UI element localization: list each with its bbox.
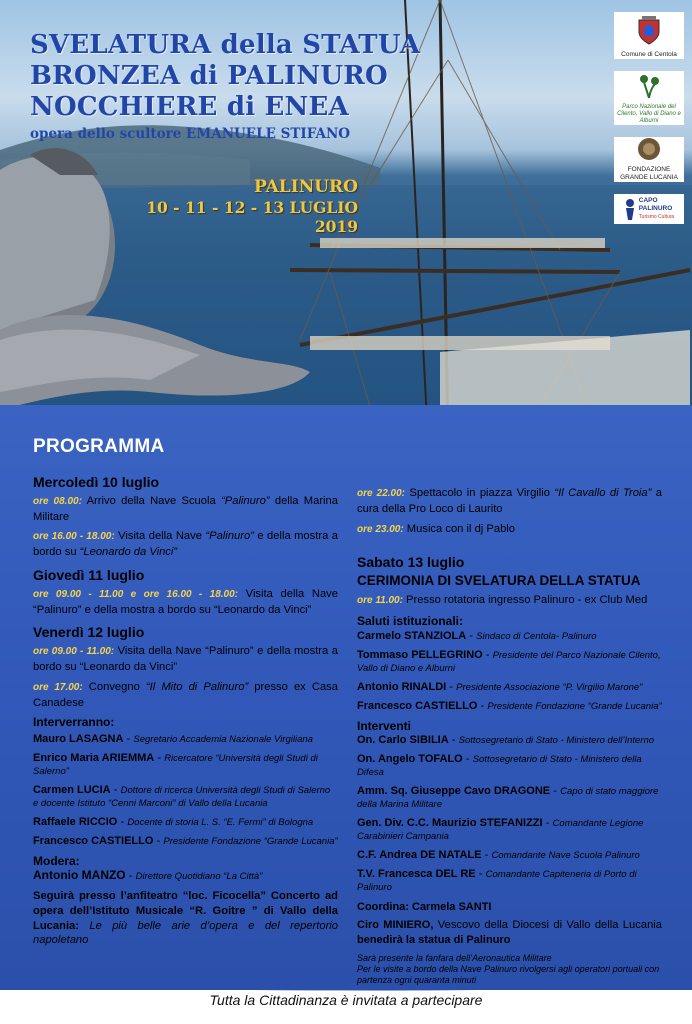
event-wed-arrival: [33, 494, 338, 525]
program-right-column: [357, 486, 662, 986]
title-line-2: BRONZEA di PALINURO: [30, 61, 388, 91]
guest-role: Comandante Nave Scuola Palinuro: [491, 850, 640, 862]
event-title: [30, 30, 420, 123]
plant-icon: [635, 71, 663, 99]
logo-fondazione-grande-lucania: [614, 137, 684, 182]
speech-entry: On. Carlo SIBILIA - Sottosegretario di Stato - Ministero dell’Interno: [357, 734, 655, 747]
guest-name: Tommaso PELLEGRINO: [357, 648, 483, 661]
logo-parco-nazionale: [614, 71, 684, 125]
event-text-bold: benedirà la statua di Palinuro: [357, 933, 511, 946]
hero-banner: [0, 0, 692, 440]
foundation-emblem-icon: [636, 137, 662, 161]
guest-role: Sindaco di Centola- Palinuro: [476, 630, 597, 642]
event-text-italic: “Leonardo da Vinci”: [79, 546, 178, 559]
logo-fondazione-top: FONDAZIONE: [627, 166, 671, 173]
logo-fondazione-label: GRANDE LUCANIA: [620, 174, 678, 181]
event-wed-visit: [33, 529, 338, 560]
logo-comune-centola: [614, 12, 684, 59]
event-text: Vescovo della Diocesi di Vallo della Lucania: [433, 919, 662, 932]
guest-role: Capo di stato maggiore della Marina Militare: [357, 786, 659, 811]
guest-role: Presidente Fondazione “Grande Lucania”: [487, 700, 662, 712]
guest-role: Comandante Legione Carabinieri Campania: [357, 818, 644, 843]
bishop-name: Ciro MINIERO,: [357, 919, 434, 932]
guest-name: Francesco CASTIELLO: [357, 699, 478, 712]
event-text: e della mostra a bordo su: [33, 530, 338, 559]
speaker-role: Segretario Accademia Nazionale Virgiliana: [133, 734, 313, 746]
speech-entry: T.V. Francesca DEL RE - Comandante Capiteneria di Porto di Palinuro: [357, 868, 637, 894]
event-fri-music: [357, 522, 662, 538]
logo-capo-label: PALINURO: [638, 205, 673, 212]
speaker-entry: Enrico Maria ARIEMMA - Ricercatore “Università degli Studi di Salerno”: [33, 752, 318, 778]
speaker-role: Docente di storia L. S. “E. Fermi” di Bologna: [127, 817, 314, 829]
speaker-role: Ricercatore “Università degli Studi di Salerno”: [33, 753, 318, 778]
day-heading-saturday: Sabato 13 luglio: [357, 554, 465, 571]
guest-role: Sottosegretario di Stato - Ministero della Difesa: [357, 754, 642, 779]
event-time: ore 08.00:: [33, 495, 82, 507]
logo-capo-top: CAPO: [638, 197, 658, 204]
event-thu-visit: [33, 587, 338, 618]
note-visits: Per le visite a bordo della Nave Palinuro rivolgersi agli operatori portuali con partenza ogni quaranta minuti: [357, 963, 660, 985]
speaker-name: Raffaele RICCIO: [33, 816, 118, 829]
event-fri-concert: [33, 889, 338, 948]
event-place: PALINURO: [254, 177, 358, 197]
speakers-heading: Interverranno:: [33, 715, 115, 730]
guest-role: Comandante Capiteneria di Porto di Palinuro: [357, 869, 637, 894]
speech-entry: Gen. Div. C.C. Maurizio STEFANIZZI - Comandante Legione Carabinieri Campania: [357, 817, 644, 843]
guest-role: Presidente del Parco Nazionale Cilento, Vallo di Diano e Alburni: [357, 649, 661, 674]
speaker-name: Francesco CASTIELLO: [33, 835, 154, 848]
event-fri-conference: [33, 680, 338, 711]
event-dates: 10 - 11 - 12 - 13 LUGLIO 2019: [146, 198, 358, 236]
event-text-italic: “Palinuro”: [205, 530, 254, 543]
moderator-entry: Antonio MANZO - Direttore Quotidiano “La Città”: [33, 867, 263, 882]
speaker-name: Enrico Maria ARIEMMA: [33, 752, 155, 765]
moderator-role: Direttore Quotidiano “La Città”: [135, 870, 263, 882]
speeches-heading: Interventi: [357, 718, 412, 733]
event-text: della Marina Militare: [33, 494, 338, 523]
event-text-italic: “Il Cavallo di Troia”: [554, 487, 652, 499]
logo-comune-label: Comune di Centola: [621, 51, 677, 58]
event-text-italic: Le più belle arie d’opera e del repertorio napoletano: [33, 919, 338, 947]
event-text: Presso rotatoria ingresso Palinuro - ex Club Med: [402, 593, 648, 606]
event-time: ore 09.00 - 11.00:: [33, 646, 115, 658]
event-time: ore 23.00:: [357, 523, 404, 535]
event-text-italic: “Palinuro”: [221, 494, 270, 507]
speaker-entry: Francesco CASTIELLO - Presidente Fondazione “Grande Lucania”: [33, 835, 338, 848]
greeting-entry: Francesco CASTIELLO - Presidente Fondazione “Grande Lucania”: [357, 699, 662, 712]
greeting-entry: Carmelo STANZIOLA - Sindaco di Centola- Palinuro: [357, 629, 597, 642]
title-line-3: NOCCHIERE di ENEA: [30, 92, 349, 122]
event-text: Musica con il dj Pablo: [403, 522, 516, 535]
guest-name: On. Angelo TOFALO: [357, 753, 463, 766]
speech-entry: C.F. Andrea DE NATALE - Comandante Nave Scuola Palinuro: [357, 849, 640, 862]
event-time: ore 11.00:: [357, 594, 403, 606]
title-line-1: SVELATURA della STATUA: [30, 30, 421, 60]
guest-name: T.V. Francesca DEL RE: [357, 868, 476, 881]
greeting-entry: Antonio RINALDI - Presidente Associazione “P. Virgilio Marone”: [357, 680, 643, 693]
speech-entry: On. Angelo TOFALO - Sottosegretario di Stato - Ministero della Difesa: [357, 753, 642, 779]
speech-entry: Amm. Sq. Giuseppe Cavo DRAGONE - Capo di stato maggiore della Marina Militare: [357, 785, 659, 811]
event-text: Visita della Nave: [114, 530, 206, 543]
logo-parco-label: Parco Nazionale del Cilento, Vallo di Diano e Alburni: [617, 104, 681, 124]
logo-capo-sub: Turismo Cultura: [638, 214, 675, 220]
guest-name: Gen. Div. C.C. Maurizio STEFANIZZI: [357, 817, 543, 830]
moderator-heading: Modera:: [33, 854, 80, 869]
event-time: ore 16.00 - 18.00:: [33, 531, 115, 543]
guest-role: Presidente Associazione “P. Virgilio Marone”: [456, 681, 643, 693]
note-fanfare: Sarà presente la fanfara dell’Aeronautica Militare: [357, 952, 552, 963]
ceremony-heading: CERIMONIA DI SVELATURA DELLA STATUA: [357, 573, 641, 589]
day-heading-friday: Venerdì 12 luglio: [33, 624, 145, 641]
greetings-heading: Saluti istituzionali:: [357, 613, 464, 628]
event-sat-ceremony: [357, 593, 662, 609]
event-sat-blessing: [357, 918, 662, 948]
guest-name: Antonio RINALDI: [357, 680, 447, 693]
event-text: Spettacolo in piazza Virgilio: [405, 487, 555, 499]
event-text-italic: “Il Mito di Palinuro”: [145, 680, 249, 693]
guest-role: Sottosegretario di Stato - Ministero dell’Interno: [458, 735, 655, 747]
speaker-role: Presidente Fondazione “Grande Lucania”: [163, 836, 338, 848]
coordinator-line: Coordina: Carmela SANTI: [357, 901, 492, 914]
event-fri-visit: [33, 644, 338, 675]
capo-palinuro-mark-icon: [624, 198, 636, 220]
guest-name: On. Carlo SIBILIA: [357, 734, 449, 747]
event-time: ore 09.00 - 11.00 e ore 16.00 - 18.00:: [33, 588, 238, 600]
event-text: Seguirà presso l’anfiteatro “loc. Ficocella” Concerto ad opera dell’Istituto Musicale “R. Goitre ” di Vallo della Lucania:: [33, 889, 338, 932]
event-text: a cura della Pro Loco di Laurito: [357, 487, 662, 515]
program-left-column: [33, 450, 338, 953]
speaker-entry: Raffaele RICCIO - Docente di storia L. S. “E. Fermi” di Bologna: [33, 816, 314, 829]
sponsor-logos: [614, 12, 684, 236]
event-text: Convegno: [82, 680, 146, 693]
event-text: Visita della Nave “Palinuro” e della mostra a bordo su “Leonardo da Vinci”: [33, 645, 338, 673]
event-time: ore 17.00:: [33, 681, 83, 693]
logo-capo-palinuro: [614, 194, 684, 224]
footer-invitation: Tutta la Cittadinanza è invitata a partecipare: [209, 992, 483, 1008]
speaker-entry: Mauro LASAGNA - Segretario Accademia Nazionale Virgiliana: [33, 733, 313, 746]
day-heading-thursday: Giovedì 11 luglio: [33, 566, 145, 583]
guest-name: Amm. Sq. Giuseppe Cavo DRAGONE: [357, 785, 551, 798]
speaker-role: Dottore di ricerca Università degli Studi di Salerno e docente Istituto “Cenni Marconi” di Vallo della Lucania: [33, 785, 331, 810]
event-text: Visita della Nave “Palinuro” e della mostra a bordo su “Leonardo da Vinci”: [33, 587, 338, 616]
speaker-entry: Carmen LUCIA - Dottore di ricerca Università degli Studi di Salerno e docente Istituto “Cenni Marconi” di Vallo della Lucania: [33, 784, 331, 810]
day-heading-wednesday: Mercoledì 10 luglio: [33, 474, 160, 490]
speaker-name: Carmen LUCIA: [33, 784, 111, 797]
greeting-entry: Tommaso PELLEGRINO - Presidente del Parco Nazionale Cilento, Vallo di Diano e Alburni: [357, 648, 661, 674]
speaker-name: Mauro LASAGNA: [33, 733, 124, 746]
guest-name: Carmelo STANZIOLA: [357, 629, 467, 642]
event-fri-show: [357, 486, 662, 517]
event-text: presso ex Casa Canadese: [33, 680, 338, 709]
event-text: Arrivo della Nave Scuola: [81, 494, 222, 507]
event-time: ore 22.00:: [357, 488, 406, 499]
coat-of-arms-icon: [636, 16, 662, 46]
guest-name: C.F. Andrea DE NATALE: [357, 849, 482, 862]
program-title: PROGRAMMA: [33, 436, 165, 457]
sculptor-subtitle: opera dello scultore EMANUELE STIFANO: [30, 126, 351, 142]
moderator-name: Antonio MANZO: [33, 867, 126, 882]
